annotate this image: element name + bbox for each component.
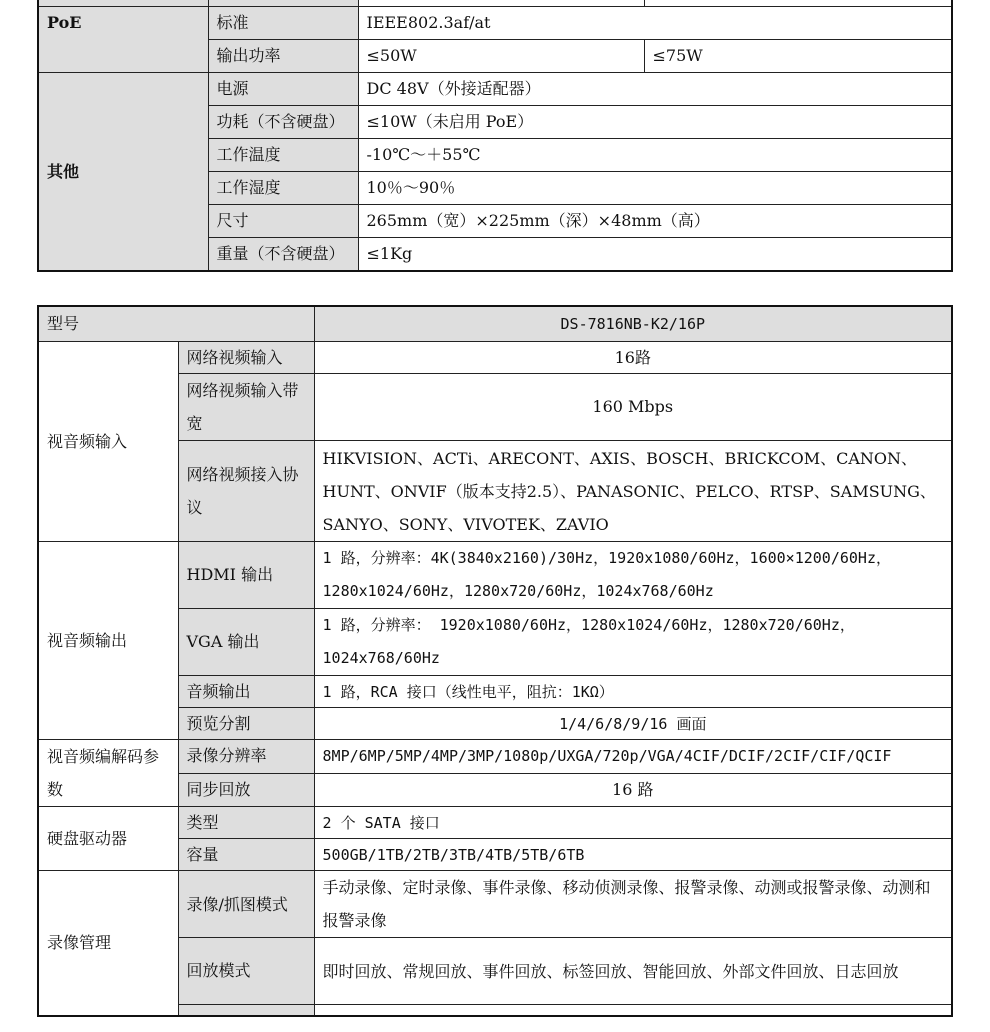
table-row xyxy=(38,807,952,839)
row-label: 网络视频输入带宽 xyxy=(178,374,314,441)
table-header-row xyxy=(38,306,952,342)
table-row xyxy=(38,73,952,106)
row-value: DC 48V（外接适配器） xyxy=(358,73,952,106)
model-label: 型号 xyxy=(38,306,314,342)
row-value: 即时回放、常规回放、事件回放、标签回放、智能回放、外部文件回放、日志回放 xyxy=(314,938,952,1005)
row-label: 网络视频输入 xyxy=(178,342,314,374)
category-cell: 视音频输入 xyxy=(38,342,178,542)
table-row xyxy=(38,542,952,609)
row-label: VGA 输出 xyxy=(178,609,314,676)
table-row xyxy=(38,342,952,374)
row-label: 功耗（不含硬盘） xyxy=(208,106,358,139)
row-label: 同步回放 xyxy=(178,773,314,807)
row-label: 输出功率 xyxy=(208,40,358,73)
row-value: ≤1Kg xyxy=(358,238,952,272)
spec-table-top xyxy=(37,0,953,272)
row-value: 16 路 xyxy=(314,773,952,807)
row-value: 160 Mbps xyxy=(314,374,952,441)
row-value: 1 路，RCA 接口（线性电平，阻抗：1KΩ） xyxy=(314,676,952,708)
row-value: 1 路，分辨率： 1920x1080/60Hz，1280x1024/60Hz，1280x720/60Hz，1024x768/60Hz xyxy=(314,609,952,676)
row-value: 500GB/1TB/2TB/3TB/4TB/5TB/6TB xyxy=(314,839,952,871)
row-label xyxy=(178,1005,314,1017)
row-value: 手动录像、定时录像、事件录像、移动侦测录像、报警录像、动测或报警录像、动测和报警录像 xyxy=(314,871,952,938)
category-cell: 硬盘驱动器 xyxy=(38,807,178,871)
row-label: 回放模式 xyxy=(178,938,314,1005)
row-value: 10％～90％ xyxy=(358,172,952,205)
row-label: 重量（不含硬盘） xyxy=(208,238,358,272)
row-label: 音频输出 xyxy=(178,676,314,708)
row-value: ≤50W xyxy=(358,40,644,73)
table-row xyxy=(38,7,952,40)
row-label: 类型 xyxy=(178,807,314,839)
row-value: IEEE802.3af/at xyxy=(358,7,952,40)
category-cell: 其他 xyxy=(38,73,208,272)
row-value: ≤75W xyxy=(644,40,952,73)
category-cell: 录像管理 xyxy=(38,871,178,1017)
row-label: 容量 xyxy=(178,839,314,871)
row-value xyxy=(314,1005,952,1017)
category-cell: 视音频编解码参数 xyxy=(38,740,178,807)
row-value: 265mm（宽）×225mm（深）×48mm（高） xyxy=(358,205,952,238)
row-label: 网络视频接入协议 xyxy=(178,441,314,542)
row-label: 标准 xyxy=(208,7,358,40)
category-cell: PoE xyxy=(38,7,208,73)
category-cell: 视音频输出 xyxy=(38,542,178,740)
row-value: -10℃～＋55℃ xyxy=(358,139,952,172)
row-value: 1/4/6/8/9/16 画面 xyxy=(314,708,952,740)
row-label: 录像/抓图模式 xyxy=(178,871,314,938)
table-row xyxy=(38,871,952,938)
row-value: ≤10W（未启用 PoE） xyxy=(358,106,952,139)
row-label: 录像分辨率 xyxy=(178,740,314,774)
row-label: HDMI 输出 xyxy=(178,542,314,609)
table-row xyxy=(38,740,952,774)
row-label: 工作湿度 xyxy=(208,172,358,205)
row-label: 工作温度 xyxy=(208,139,358,172)
row-value: 8MP/6MP/5MP/4MP/3MP/1080p/UXGA/720p/VGA/4CIF/DCIF/2CIF/CIF/QCIF xyxy=(314,740,952,774)
row-value: 2 个 SATA 接口 xyxy=(314,807,952,839)
row-label: 尺寸 xyxy=(208,205,358,238)
spec-table-model xyxy=(37,305,953,1017)
model-value: DS-7816NB-K2/16P xyxy=(314,306,952,342)
row-value: 1 路，分辨率：4K(3840x2160)/30Hz，1920x1080/60Hz，1600×1200/60Hz，1280x1024/60Hz，1280x720/60Hz，1024x768/60Hz xyxy=(314,542,952,609)
row-label: 预览分割 xyxy=(178,708,314,740)
row-value: HIKVISION、ACTi、ARECONT、AXIS、BOSCH、BRICKCOM、CANON、HUNT、ONVIF（版本支持2.5）、PANASONIC、PELCO、RTSP、SAMSUNG、SANYO、SONY、VIVOTEK、ZAVIO xyxy=(314,441,952,542)
row-label: 电源 xyxy=(208,73,358,106)
row-value: 16路 xyxy=(314,342,952,374)
